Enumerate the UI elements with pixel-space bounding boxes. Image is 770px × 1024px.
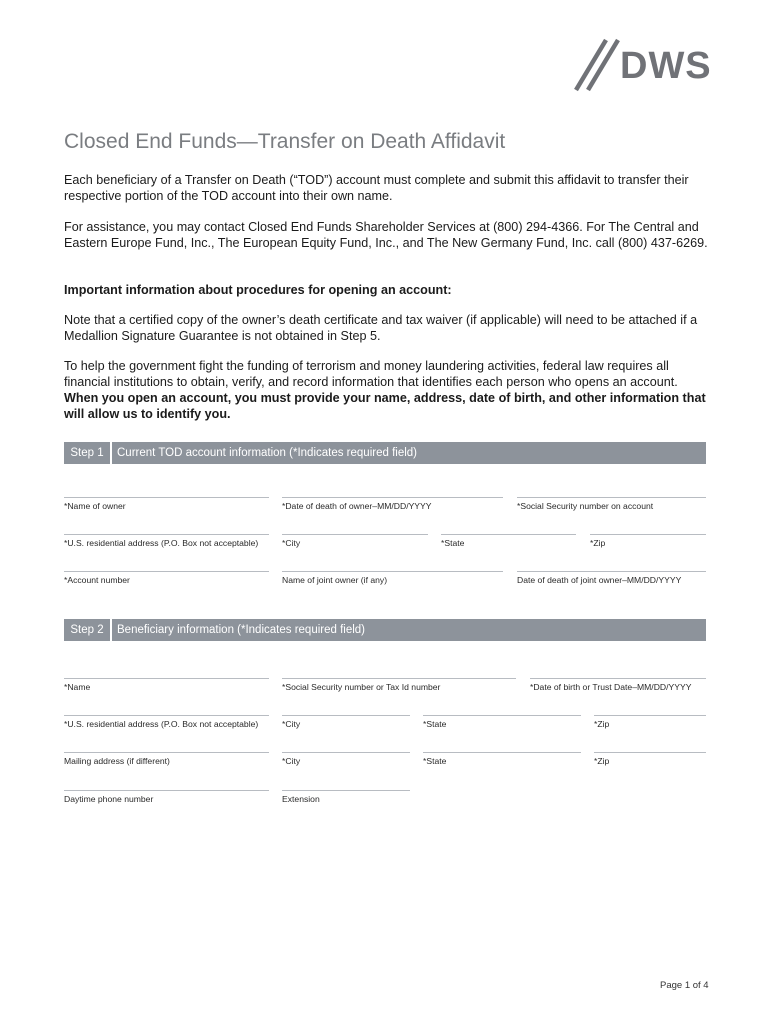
beneficiary-address-label: *U.S. residential address (P.O. Box not acceptable) [64,719,259,729]
owner-zip-label: *Zip [590,538,606,548]
dws-logo [572,36,732,94]
step2-heading: Beneficiary information (*Indicates required field) [117,624,366,636]
step2-number: Step 2 [64,619,112,641]
beneficiary-state-label: *State [423,719,447,729]
owner-state-label: *State [441,538,465,548]
patriot-act-bold: When you open an account, you must provide your name, address, date of birth, and other information that will allow us to identify you. [64,391,706,421]
daytime-phone-field[interactable] [64,790,269,791]
beneficiary-city-field[interactable] [282,715,410,716]
mailing-city-field[interactable] [282,752,410,753]
joint-owner-label: Name of joint owner (if any) [282,575,388,585]
joint-dod-field[interactable] [517,571,706,572]
intro-paragraph-4 [64,358,714,422]
beneficiary-name-label: *Name [64,682,91,692]
beneficiary-zip-field[interactable] [594,715,706,716]
assistance-text-mid: . For The Central and Eastern Europe Fund, Inc., The European Equity Fund, Inc., and The New Germany Fund, Inc. call [64,220,699,250]
owner-city-field[interactable] [282,534,428,535]
joint-dod-label: Date of death of joint owner–MM/DD/YYYY [517,575,682,585]
page-title: Closed End Funds—Transfer on Death Affidavit [64,130,506,153]
phone-number-1: (800) 294-4366 [493,220,580,234]
assistance-text-start: For assistance, you may contact Closed End Funds Shareholder Services at [64,220,494,234]
beneficiary-address-field[interactable] [64,715,269,716]
daytime-phone-label: Daytime phone number [64,794,154,804]
phone-number-2: (800) 437-6269 [617,236,705,250]
extension-label: Extension [282,794,320,804]
beneficiary-dob-field[interactable] [530,678,706,679]
assistance-text-end: . [704,236,708,250]
mailing-state-field[interactable] [423,752,581,753]
beneficiary-dob-label: *Date of birth or Trust Date–MM/DD/YYYY [530,682,692,692]
step1-heading: Current TOD account information (*Indicates required field) [117,447,417,459]
joint-owner-field[interactable] [282,571,503,572]
owner-address-label: *U.S. residential address (P.O. Box not acceptable) [64,538,259,548]
mailing-address-field[interactable] [64,752,269,753]
important-heading: Important information about procedures for opening an account: [64,283,452,297]
ssn-account-label: *Social Security number on account [517,501,654,511]
beneficiary-zip-label: *Zip [594,719,610,729]
owner-dod-field[interactable] [282,497,503,498]
mailing-zip-field[interactable] [594,752,706,753]
owner-dod-label: *Date of death of owner–MM/DD/YYYY [282,501,432,511]
step1-number: Step 1 [64,442,112,464]
page-number: Page 1 of 4 [660,980,709,991]
mailing-state-label: *State [423,756,447,766]
account-number-label: *Account number [64,575,130,585]
intro-paragraph-2 [64,219,714,251]
owner-city-label: *City [282,538,301,548]
owner-name-label: *Name of owner [64,501,126,511]
intro-paragraph-1: Each beneficiary of a Transfer on Death (“TOD”) account must complete and submit this affidavit to transfer their respective portion of the TOD account into their own name. [64,173,689,203]
mailing-zip-label: *Zip [594,756,610,766]
owner-zip-field[interactable] [590,534,706,535]
beneficiary-name-field[interactable] [64,678,269,679]
step2-header [64,619,706,641]
intro-paragraph-3: Note that a certified copy of the owner’s death certificate and tax waiver (if applicable) will need to be attached if a Medallion Signature Guarantee is not obtained in Step 5. [64,313,698,343]
owner-name-field[interactable] [64,497,269,498]
beneficiary-city-label: *City [282,719,301,729]
beneficiary-state-field[interactable] [423,715,581,716]
ssn-account-field[interactable] [517,497,706,498]
step1-header [64,442,706,464]
beneficiary-ssn-label: *Social Security number or Tax Id number [282,682,441,692]
extension-field[interactable] [282,790,410,791]
account-number-field[interactable] [64,571,269,572]
mailing-address-label: Mailing address (if different) [64,756,170,766]
beneficiary-ssn-field[interactable] [282,678,516,679]
logo-wordmark: DWS [620,45,712,87]
owner-address-field[interactable] [64,534,269,535]
mailing-city-label: *City [282,756,301,766]
owner-state-field[interactable] [441,534,576,535]
patriot-act-text: To help the government fight the funding of terrorism and money laundering activities, federal law requires all financial institutions to obtain, verify, and record information that identifies each person who opens an account. [64,359,678,389]
